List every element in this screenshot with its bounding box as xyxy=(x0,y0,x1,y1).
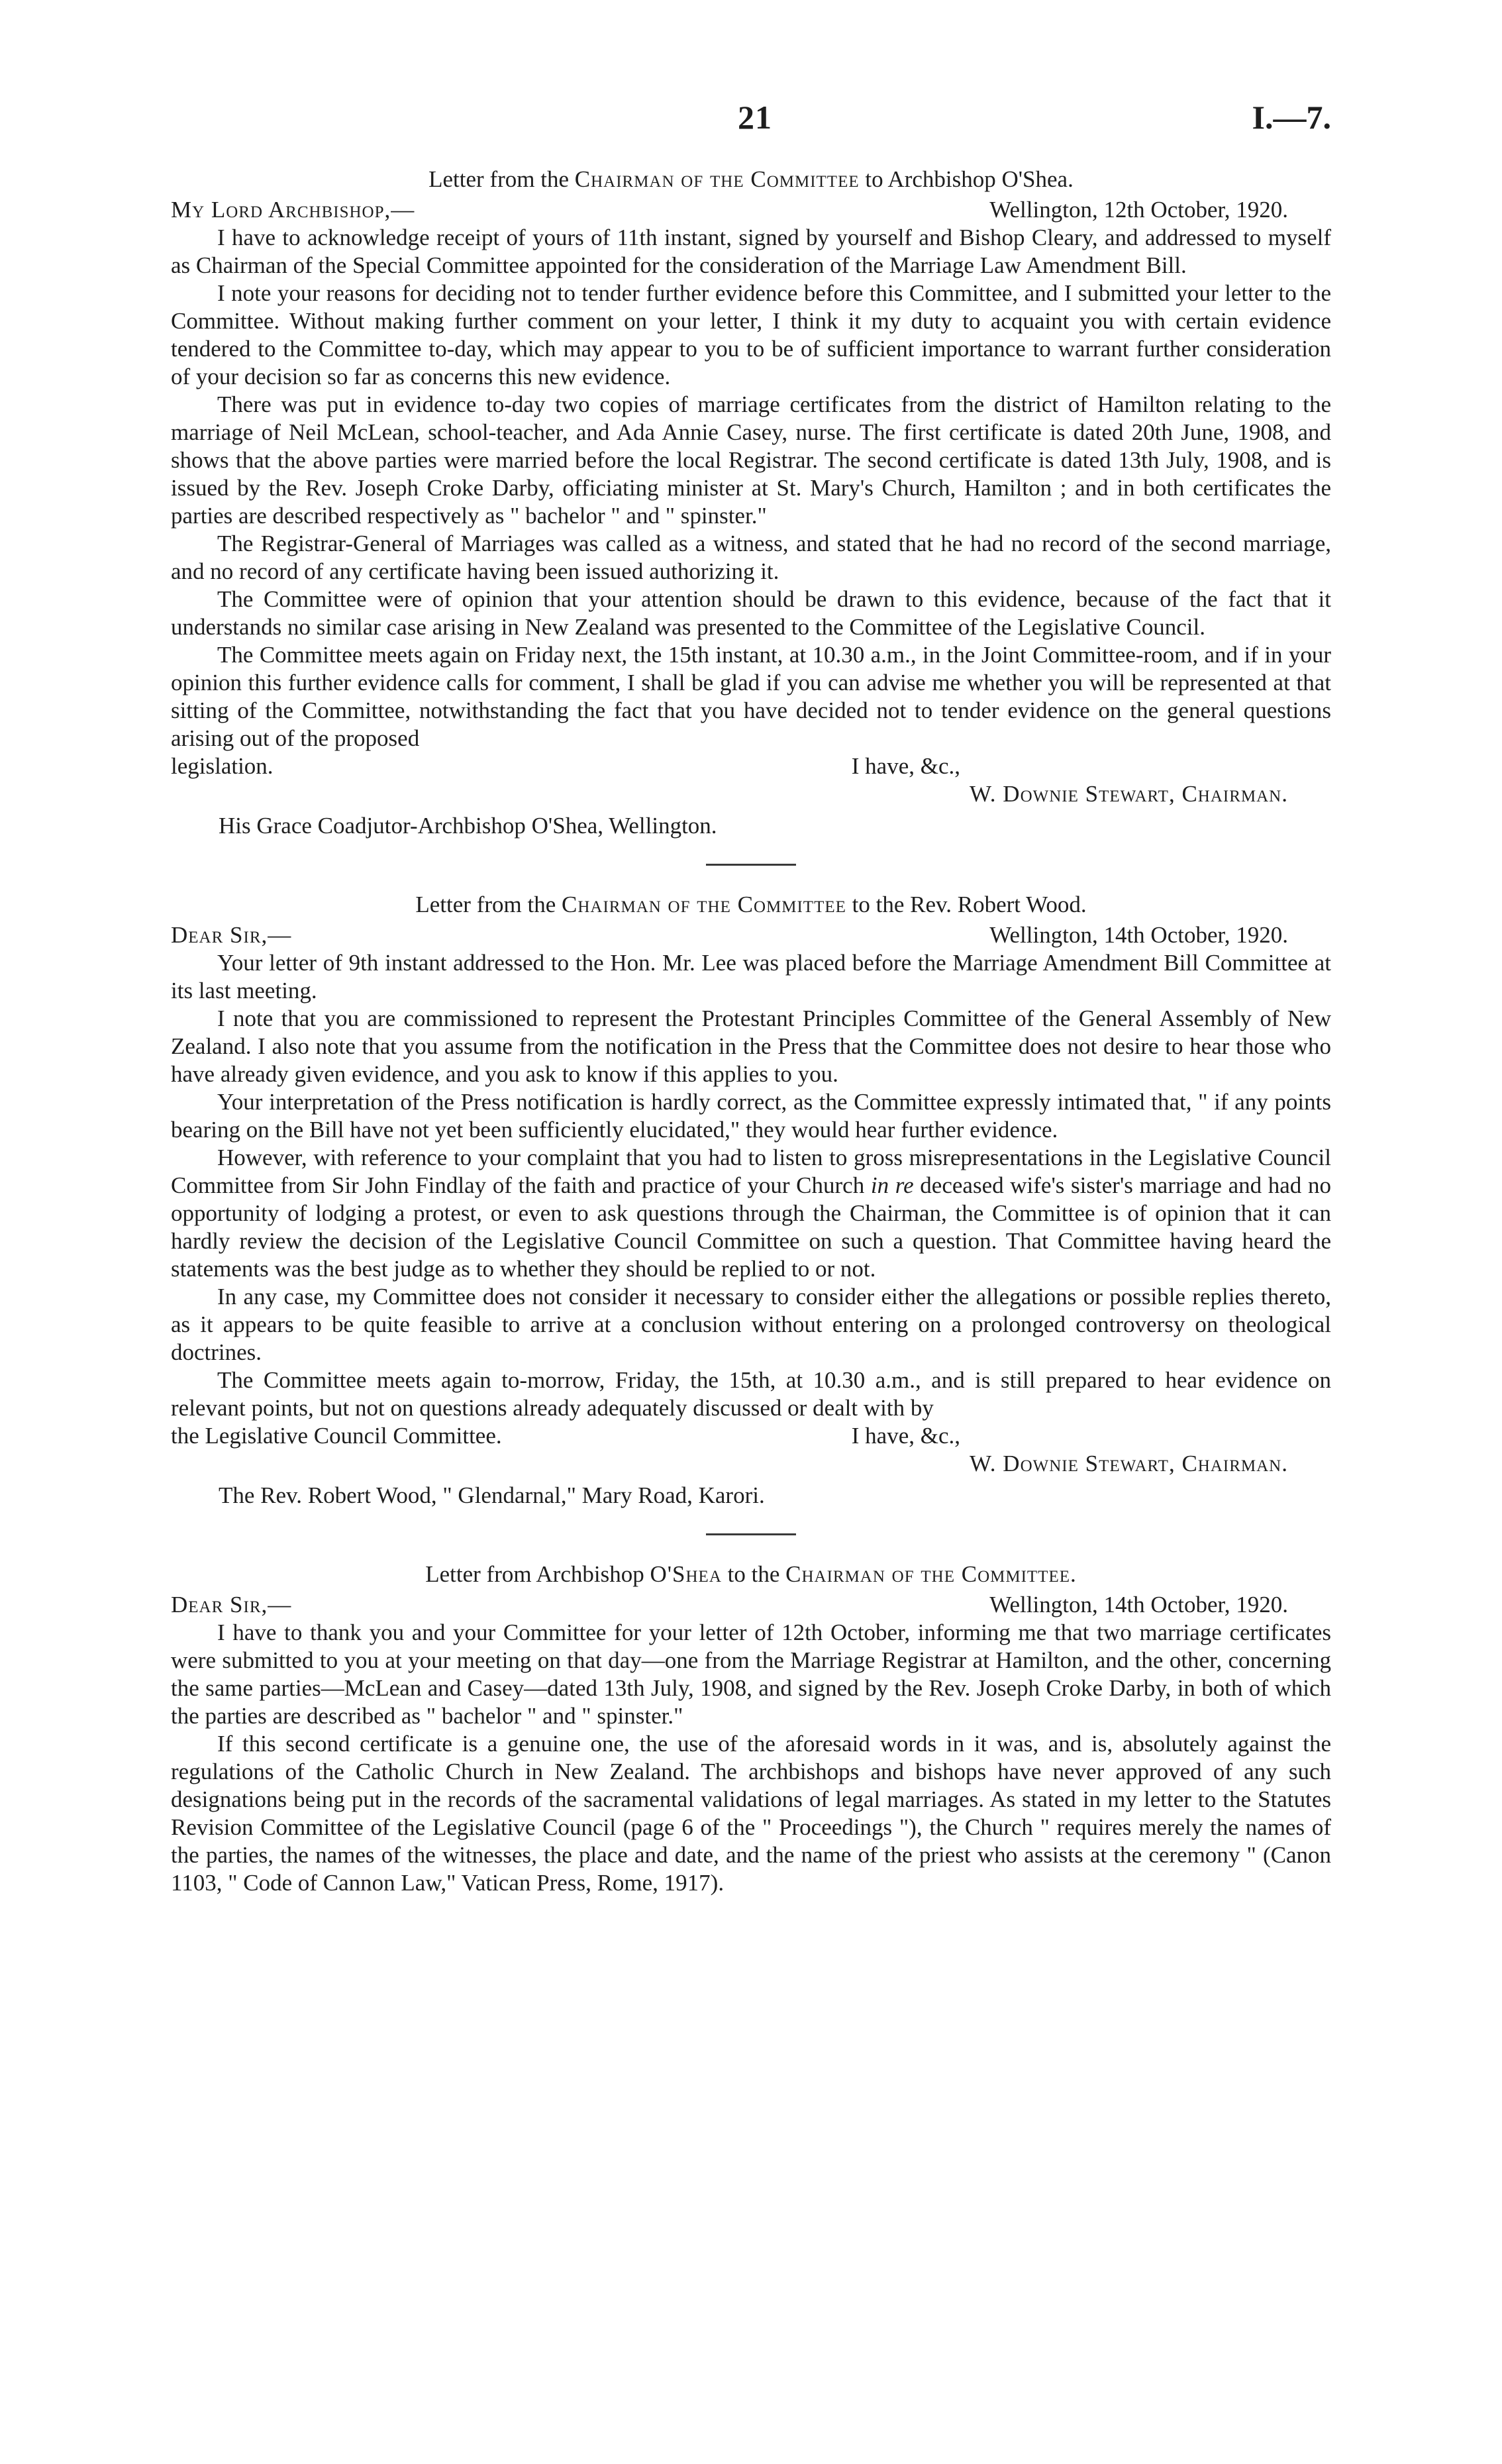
letter-3-paragraph: If this second certificate is a genuine one, the use of the aforesaid words in it was, and is, absolutely against the regulations of the Catholic Church in New Zealand. The archbishops and bishops have never approved of any such designations being put in the records of the sacramental validations of legal marriages. As stated in my letter to the Statutes Revision Committee of the Legislative Council (page 6 of the " Proceedings "), the Church " requires merely the names of the parties, the names of the witnesses, the place and date, and the name of the priest who assists at the ceremony " (Canon 1103, " Code of Cannon Law," Vatican Press, Rome, 1917). xyxy=(171,1731,1331,1896)
letter-2-signature: W. Downie Stewart, Chairman. xyxy=(969,1451,1288,1476)
letter-2-salutation-row xyxy=(171,921,1331,949)
letter-1-final-paragraph: The Committee meets again on Friday next, the 15th instant, at 10.30 a.m., in the Joint Committee-room, and if in your opinion this further evidence calls for comment, I shall be glad if you can advise me whether you will be represented at that sitting of the Committee, notwithstanding the fact that you have decided not to tender evidence on the general questions arising out of the proposed xyxy=(171,642,1331,751)
document-reference: I.—7. xyxy=(1252,99,1331,136)
letter-3-salutation: Dear Sir,— xyxy=(171,1592,292,1617)
letter-2-paragraph: I note that you are commissioned to represent the Protestant Principles Committee of the General Assembly of New Zealand. I also note that you assume from the notification in the Press that the Committee does not desire to hear those who have already given evidence, and you ask to know if this applies to you. xyxy=(171,1005,1331,1087)
letter-2-closing-row xyxy=(171,1422,1331,1450)
letter-3-heading: Letter from Archbishop O'Shea to the Chairman of the Committee. xyxy=(425,1561,1077,1587)
document-body xyxy=(171,166,1331,1897)
letter-1 xyxy=(171,166,1331,840)
letter-1-paragraph: I have to acknowledge receipt of yours of 11th instant, signed by yourself and Bishop Cleary, and addressed to myself as Chairman of the Special Committee appointed for the consideration of the Marriage Law Amendment Bill. xyxy=(171,225,1331,278)
letter-2-paragraph: Your letter of 9th instant addressed to the Hon. Mr. Lee was placed before the Marriage Amendment Bill Committee at its last meeting. xyxy=(171,950,1331,1003)
letter-1-closing-row xyxy=(171,752,1331,780)
letter-3-date: Wellington, 14th October, 1920. xyxy=(989,1592,1288,1617)
letter-2-salutation: Dear Sir,— xyxy=(171,922,292,948)
letter-2-paragraph: Your interpretation of the Press notification is hardly correct, as the Committee expressly intimated that, " if any points bearing on the Bill have not yet been sufficiently elucidated," they would hear further evidence. xyxy=(171,1089,1331,1143)
letter-1-salutation-row xyxy=(171,196,1331,224)
letter-1-addressee: His Grace Coadjutor-Archbishop O'Shea, Wellington. xyxy=(219,813,717,839)
letter-3-paragraph: I have to thank you and your Committee for your letter of 12th October, informing me that two marriage certificates were submitted to you at your meeting on that day—one from the Marriage Registrar at Hamilton, and the other, concerning the same parties—McLean and Casey—dated 13th July, 1908, and signed by the Rev. Joseph Croke Darby, in both of which the parties are described as " bachelor " and " spinster." xyxy=(171,1619,1331,1729)
letter-2-heading: Letter from the Chairman of the Committee to the Rev. Robert Wood. xyxy=(415,892,1087,917)
letter-2-paragraph: However, with reference to your complaint that you had to listen to gross misrepresentations in the Legislative Council Committee from Sir John Findlay of the faith and practice of your Church in re deceased wife's sister's marriage and had no opportunity of lodging a protest, or even to ask questions through the Chairman, the Committee is of opinion that it can hardly review the decision of the Legislative Council Committee on such a question. That Committee having heard the statements was the best judge as to whether they should be replied to or not. xyxy=(171,1145,1331,1282)
letter-2-date: Wellington, 14th October, 1920. xyxy=(989,922,1288,948)
letter-1-final-line: legislation. xyxy=(171,753,274,779)
letter-2-addressee: The Rev. Robert Wood, " Glendarnal," Mary Road, Karori. xyxy=(219,1482,765,1508)
letter-3-salutation-row xyxy=(171,1591,1331,1619)
letter-1-signature: W. Downie Stewart, Chairman. xyxy=(969,781,1288,807)
letter-3 xyxy=(171,1561,1331,1897)
letter-1-paragraph: There was put in evidence to-day two copies of marriage certificates from the district of Hamilton relating to the marriage of Neil McLean, school-teacher, and Ada Annie Casey, nurse. The first certificate is dated 20th June, 1908, and shows that the above parties were married before the local Registrar. The second certificate is dated 13th July, 1908, and is issued by the Rev. Joseph Croke Darby, officiating minister at St. Mary's Church, Hamilton ; and in both certificates the parties are described respectively as " bachelor " and " spinster." xyxy=(171,391,1331,529)
section-divider xyxy=(706,1533,796,1535)
letter-1-date: Wellington, 12th October, 1920. xyxy=(989,197,1288,223)
letter-2 xyxy=(171,891,1331,1510)
letter-1-paragraph: The Registrar-General of Marriages was called as a witness, and stated that he had no record of the second marriage, and no record of any certificate having been issued authorizing it. xyxy=(171,531,1331,584)
letter-1-paragraph: I note your reasons for deciding not to tender further evidence before this Committee, and I submitted your letter to the Committee. Without making further comment on your letter, I think it my duty to acquaint you with certain evidence tendered to the Committee to-day, which may appear to you to be of sufficient importance to warrant further consideration of your decision so far as concerns this new evidence. xyxy=(171,280,1331,389)
letter-1-closing: I have, &c., xyxy=(851,753,960,779)
letter-1-heading: Letter from the Chairman of the Committee to Archbishop O'Shea. xyxy=(428,166,1074,192)
page-number: 21 xyxy=(738,99,772,136)
letter-2-final-line: the Legislative Council Committee. xyxy=(171,1423,502,1449)
section-divider xyxy=(706,864,796,866)
letter-1-salutation: My Lord Archbishop,— xyxy=(171,197,415,223)
letter-1-paragraph: The Committee were of opinion that your attention should be drawn to this evidence, because of the fact that it understands no similar case arising in New Zealand was presented to the Committee of the Legislative Council. xyxy=(171,586,1331,640)
letter-2-final-paragraph: The Committee meets again to-morrow, Friday, the 15th, at 10.30 a.m., and is still prepared to hear evidence on relevant points, but not on questions already adequately discussed or dealt with by xyxy=(171,1367,1331,1421)
letter-2-closing: I have, &c., xyxy=(851,1423,960,1449)
letter-2-paragraph: In any case, my Committee does not consider it necessary to consider either the allegations or possible replies thereto, as it appears to be quite feasible to arrive at a conclusion without entering on a prolonged controversy on theological doctrines. xyxy=(171,1284,1331,1365)
